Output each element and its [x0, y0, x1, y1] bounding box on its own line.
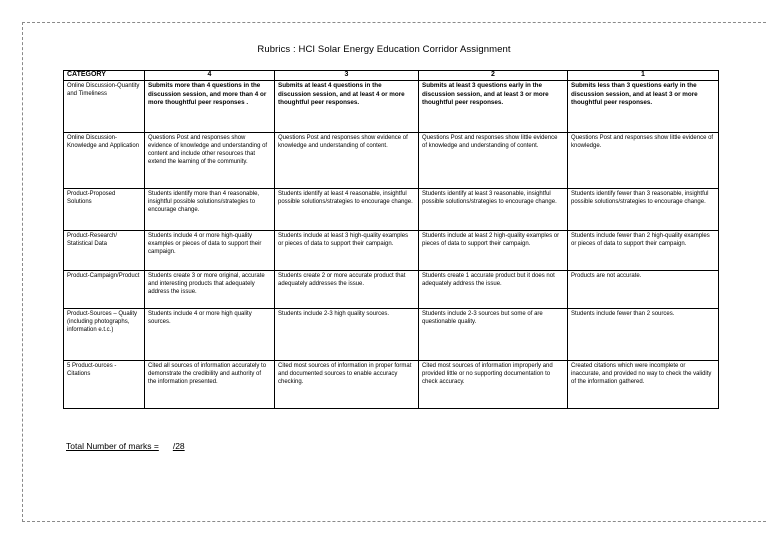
- rubric-table: [63, 70, 719, 409]
- rubric-cell: Students include fewer than 2 sources.: [568, 309, 719, 361]
- table-row: [64, 231, 719, 271]
- rubric-cell: Questions Post and responses show little evidence of knowledge and understanding of content.: [419, 133, 568, 189]
- rubric-cell: Students include 2-3 sources but some of are questionable quality.: [419, 309, 568, 361]
- rubric-cell: Submits more than 4 questions in the discussion session, and more than 4 or more thoughtful peer responses .: [145, 81, 275, 133]
- table-row: [64, 361, 719, 409]
- category-cell: 5 Product-ources - Citations: [64, 361, 145, 409]
- rubric-cell: Students identify fewer than 3 reasonable, insightful possible solutions/strategies to encourage change.: [568, 189, 719, 231]
- rubric-cell: Students create 1 accurate product but it does not adequately address the issue.: [419, 271, 568, 309]
- rubric-cell: Cited most sources of information in proper format and documented sources to enable accuracy checking.: [275, 361, 419, 409]
- rubric-cell: Students create 3 or more original, accurate and interesting products that adequately address the issue.: [145, 271, 275, 309]
- rubric-cell: Students include at least 2 high-quality examples or pieces of data to support their campaign.: [419, 231, 568, 271]
- table-row: [64, 189, 719, 231]
- category-cell: Product-Campaign/Product: [64, 271, 145, 309]
- header-level-4: 4: [145, 71, 275, 81]
- category-cell: Product-Research/ Statistical Data: [64, 231, 145, 271]
- document-title: Rubrics : HCI Solar Energy Education Corridor Assignment: [257, 44, 511, 55]
- table-row: [64, 309, 719, 361]
- category-cell: Product-Sources – Quality (including photographs, information e.t.c.): [64, 309, 145, 361]
- rubric-cell: Submits less than 3 questions early in the discussion session, and at least 3 or more thoughtful peer responses.: [568, 81, 719, 133]
- rubric-cell: Students include at least 3 high-quality examples or pieces of data to support their campaign.: [275, 231, 419, 271]
- header-level-1: 1: [568, 71, 719, 81]
- category-cell: Online Discussion-Quantity and Timeliness: [64, 81, 145, 133]
- rubric-cell: Questions Post and responses show little evidence of knowledge.: [568, 133, 719, 189]
- rubric-cell: Submits at least 4 questions in the discussion session, and at least 4 or more thoughtful peer responses.: [275, 81, 419, 133]
- table-row: [64, 81, 719, 133]
- rubric-cell: Students identify at least 3 reasonable, insightful possible solutions/strategies to encourage change.: [419, 189, 568, 231]
- total-marks-label: Total Number of marks =: [66, 441, 159, 451]
- rubric-cell: Students include 4 or more high-quality examples or pieces of data to support their campaign.: [145, 231, 275, 271]
- rubric-cell: Students include 2-3 high quality sources.: [275, 309, 419, 361]
- rubric-cell: Products are not accurate.: [568, 271, 719, 309]
- header-level-2: 2: [419, 71, 568, 81]
- table-row: [64, 133, 719, 189]
- rubric-cell: Cited all sources of information accurately to demonstrate the credibility and authority of the information presented.: [145, 361, 275, 409]
- rubric-cell: Created citations which were incomplete or inaccurate, and provided no way to check the validity of the information gathered.: [568, 361, 719, 409]
- rubric-cell: Questions Post and responses show evidence of knowledge and understanding of content.: [275, 133, 419, 189]
- header-category: CATEGORY: [64, 71, 145, 81]
- header-row: [64, 71, 719, 81]
- rubric-cell: Cited most sources of information improperly and provided little or no supporting documentation to check accuracy.: [419, 361, 568, 409]
- category-cell: Product-Proposed Solutions: [64, 189, 145, 231]
- total-marks-value: /28: [172, 441, 185, 451]
- rubric-cell: Students create 2 or more accurate product that adequately addresses the issue.: [275, 271, 419, 309]
- rubric-cell: Students identify more than 4 reasonable, insightful possible solutions/strategies to encourage change.: [145, 189, 275, 231]
- rubric-cell: Submits at least 3 questions early in the discussion session, and at least 3 or more thoughtful peer responses.: [419, 81, 568, 133]
- header-level-3: 3: [275, 71, 419, 81]
- category-cell: Online Discussion-Knowledge and Application: [64, 133, 145, 189]
- rubric-cell: Students include 4 or more high quality sources.: [145, 309, 275, 361]
- rubric-cell: Students identify at least 4 reasonable, insightful possible solutions/strategies to encourage change.: [275, 189, 419, 231]
- table-row: [64, 271, 719, 309]
- rubric-cell: Students include fewer than 2 high-quality examples or pieces of data to support their campaign.: [568, 231, 719, 271]
- total-marks: [66, 441, 185, 451]
- rubric-cell: Questions Post and responses show evidence of knowledge and understanding of content and include other resources that extend the learning of the community.: [145, 133, 275, 189]
